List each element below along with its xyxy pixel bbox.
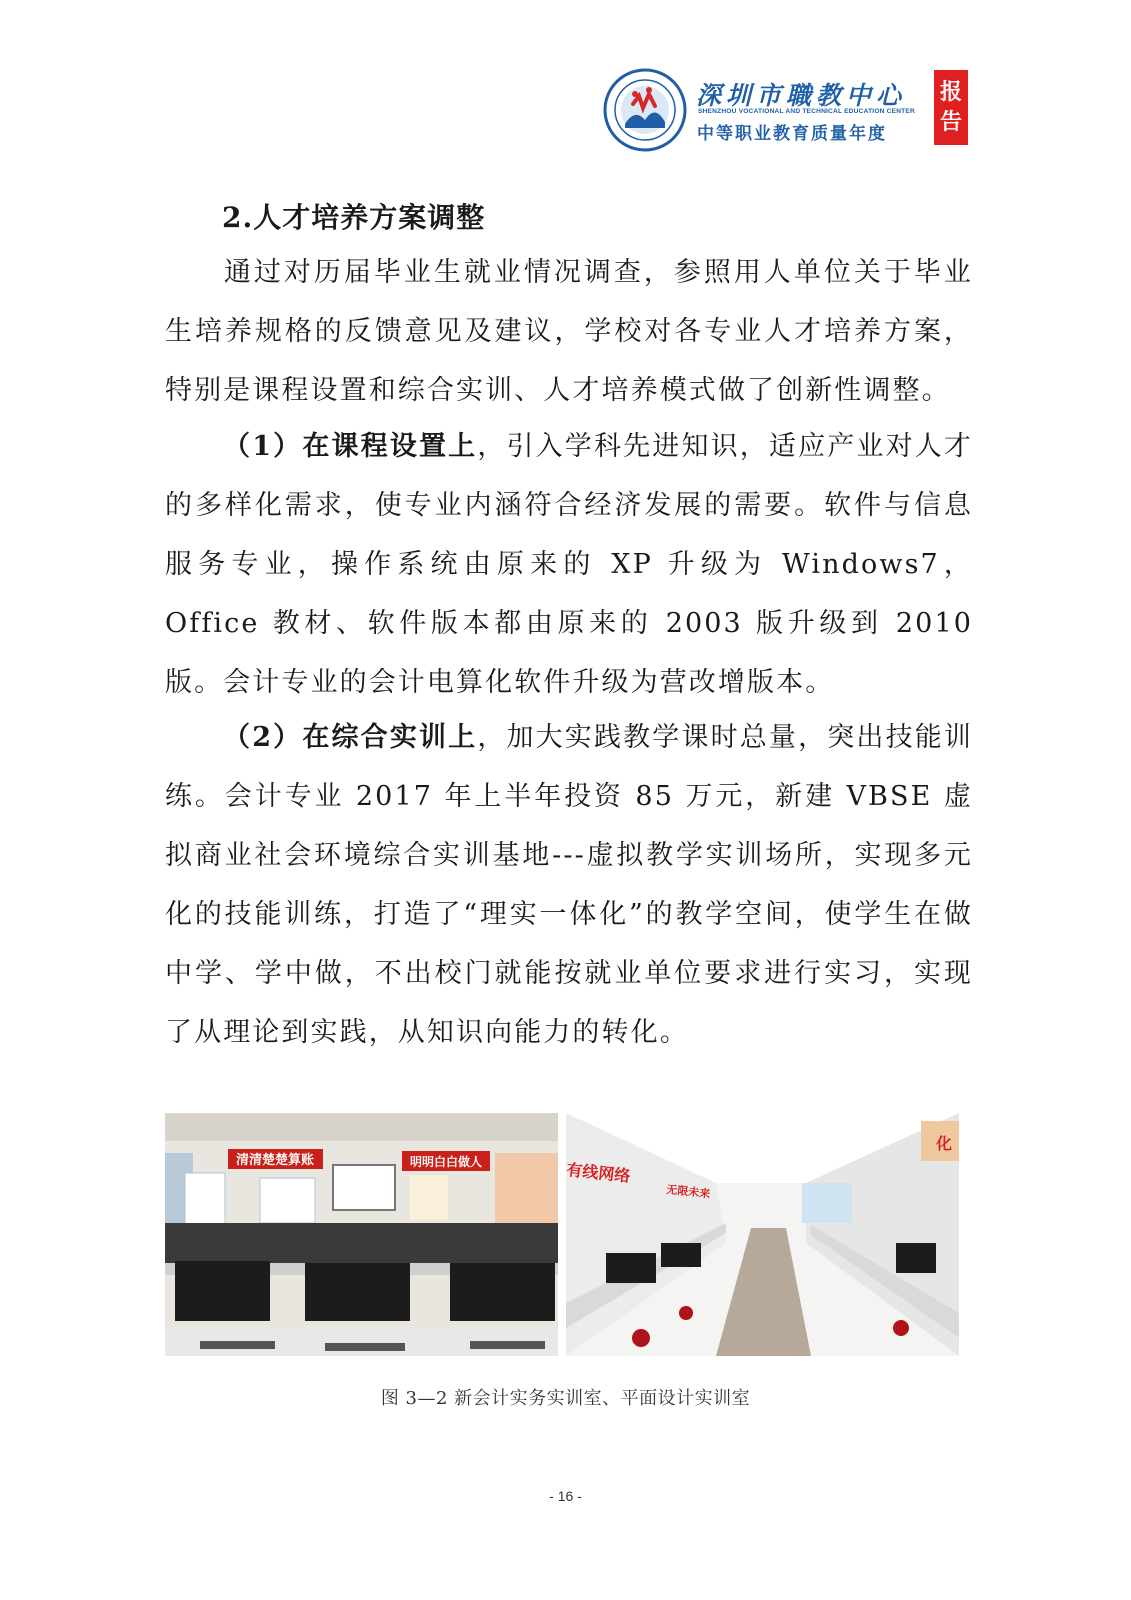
intro-text: 通过对历届毕业生就业情况调查，参照用人单位关于毕业生培养规格的反馈意见及建议，学校对各专业人才培养方案，特别是课程设置和综合实训、人才培养模式做了创新性调整。: [165, 257, 973, 406]
left-banner-1: 清清楚楚算账: [235, 1153, 315, 1168]
right-banner-1: 有线网络: [566, 1160, 632, 1186]
report-tag: [934, 70, 968, 145]
brand-name-chinese: 深圳市職教中心: [696, 81, 907, 110]
right-banner-2: 无限未来: [665, 1183, 711, 1201]
right-banner-3: 化: [936, 1134, 953, 1153]
photo-accounting-training-room: [165, 1113, 558, 1356]
intro-paragraph: [165, 243, 973, 420]
photo-graphic-design-training-room: [566, 1113, 959, 1356]
item1-paragraph: [165, 417, 973, 712]
report-tag-char-1: 报: [939, 79, 962, 105]
figure-caption: 图 3—2 新会计实务实训室、平面设计实训室: [380, 1388, 751, 1409]
school-logo-emblem: [603, 68, 687, 152]
item2-lead: （2）在综合实训上: [223, 722, 478, 753]
item2-text: ，加大实践教学课时总量，突出技能训练。会计专业 2017 年上半年投资 85 万元，新建 VBSE 虚拟商业社会环境综合实训基地---虚拟教学实训场所，实现多元化的技能训练，打造了“理实一体化”的教学空间，使学生在做中学、学中做，不出校门就能按就业单位要求进行实习，实现了从理论到实践，从知识向能力的转化。: [165, 722, 974, 1048]
item2-paragraph: [165, 708, 973, 1062]
item1-text: ，引入学科先进知识，适应产业对人才的多样化需求，使专业内涵符合经济发展的需要。软件与信息服务专业，操作系统由原来的 XP 升级为 Windows7，Office 教材、软件版本都由原来的 2003 版升级到 2010 版。会计专业的会计电算化软件升级为营改增版本。: [165, 431, 974, 698]
item1-lead: （1）在课程设置上: [223, 431, 478, 462]
brand-name-english: SHENZHOU VOCATIONAL AND TECHNICAL EDUCATION CENTER: [698, 108, 915, 115]
left-banner-2: 明明白白做人: [409, 1155, 483, 1169]
page-number: - 16 -: [549, 1488, 582, 1504]
report-subtitle: 中等职业教育质量年度: [697, 124, 887, 144]
section-title: 2.人才培养方案调整: [222, 201, 486, 234]
report-tag-char-2: 告: [939, 109, 962, 135]
